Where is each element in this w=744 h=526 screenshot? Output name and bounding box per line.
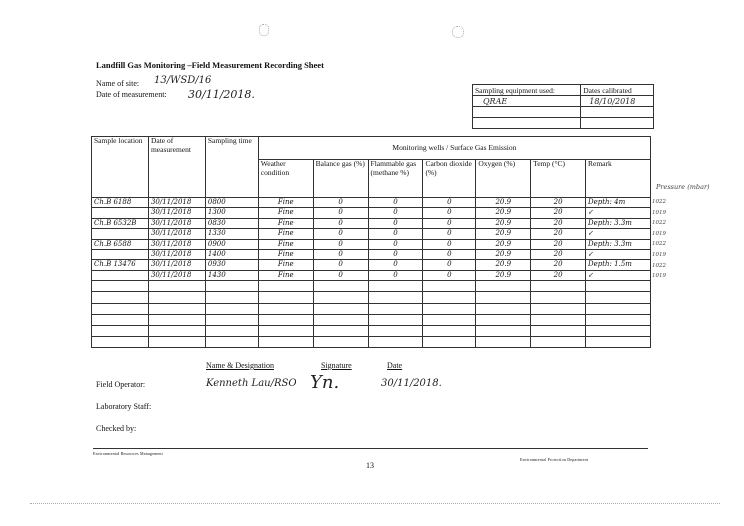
signature-label: Signature	[321, 361, 352, 370]
cell-time: 0800	[205, 198, 258, 208]
cell-time: 1330	[205, 229, 258, 239]
equipment-empty-cell	[473, 118, 581, 129]
table-row	[92, 239, 651, 249]
cell-sample-location: Ch.B 6532B	[92, 218, 149, 228]
table-row	[92, 260, 651, 270]
sheet-title: Landfill Gas Monitoring –Field Measurement Recording Sheet	[96, 60, 324, 70]
empty-cell	[368, 292, 423, 303]
header-carbon-dioxide: Carbon dioxide (%)	[423, 160, 476, 198]
empty-cell	[205, 303, 258, 314]
cell-remark: Depth: 4m	[586, 198, 651, 208]
cell-balance-gas: 0	[313, 270, 368, 280]
empty-cell	[258, 303, 313, 314]
header-flammable-gas: Flammable gas (methane %)	[368, 160, 423, 198]
empty-cell	[531, 303, 586, 314]
cell-date: 30/11/2018	[148, 260, 205, 270]
cell-weather: Fine	[258, 208, 313, 218]
empty-cell	[313, 292, 368, 303]
cell-balance-gas: 0	[313, 249, 368, 259]
cell-weather: Fine	[258, 229, 313, 239]
table-row	[92, 208, 651, 218]
empty-cell	[368, 314, 423, 325]
cell-carbon-dioxide: 0	[423, 218, 476, 228]
cell-date: 30/11/2018	[148, 249, 205, 259]
scan-bottom-edge	[30, 503, 720, 504]
empty-cell	[258, 337, 313, 348]
cell-temp: 20	[531, 260, 586, 270]
cell-weather: Fine	[258, 198, 313, 208]
empty-table-row	[92, 314, 651, 325]
cell-oxygen: 20.9	[476, 218, 531, 228]
cell-flammable-gas: 0	[368, 260, 423, 270]
pressure-value: 1022	[652, 262, 666, 269]
cell-sample-location	[92, 229, 149, 239]
empty-cell	[368, 281, 423, 292]
checked-by-label: Checked by:	[96, 424, 137, 433]
equipment-used-value: QRAE	[473, 96, 581, 107]
cell-balance-gas: 0	[313, 208, 368, 218]
cell-oxygen: 20.9	[476, 198, 531, 208]
empty-cell	[92, 337, 149, 348]
cell-time: 1430	[205, 270, 258, 280]
cell-flammable-gas: 0	[368, 208, 423, 218]
cell-date: 30/11/2018	[148, 208, 205, 218]
table-row	[92, 270, 651, 280]
date-value: 30/11/2018.	[188, 88, 255, 101]
header-weather: Weather condition	[258, 160, 313, 198]
pressure-value: 1019	[652, 252, 666, 258]
cell-carbon-dioxide: 0	[423, 198, 476, 208]
header-temp: Temp (°C)	[531, 160, 586, 198]
cell-carbon-dioxide: 0	[423, 260, 476, 270]
table-row	[92, 249, 651, 259]
cell-oxygen: 20.9	[476, 270, 531, 280]
header-remark: Remark	[586, 160, 651, 198]
empty-cell	[423, 337, 476, 348]
empty-cell	[531, 325, 586, 336]
empty-cell	[313, 281, 368, 292]
cell-weather: Fine	[258, 239, 313, 249]
pressure-header: Pressure (mbar)	[656, 183, 710, 191]
cell-oxygen: 20.9	[476, 229, 531, 239]
cell-temp: 20	[531, 208, 586, 218]
dates-calibrated-value: 18/10/2018	[581, 96, 654, 107]
cell-temp: 20	[531, 239, 586, 249]
empty-cell	[423, 314, 476, 325]
empty-cell	[205, 292, 258, 303]
cell-date: 30/11/2018	[148, 239, 205, 249]
empty-cell	[258, 281, 313, 292]
cell-date: 30/11/2018	[148, 229, 205, 239]
pressure-value: 1019	[652, 273, 666, 280]
cell-sample-location: Ch.B 6188	[92, 198, 149, 208]
cell-time: 0900	[205, 239, 258, 249]
empty-cell	[586, 337, 651, 348]
empty-cell	[476, 337, 531, 348]
empty-cell	[148, 325, 205, 336]
empty-cell	[476, 314, 531, 325]
cell-remark: Depth: 3.3m	[586, 239, 651, 249]
empty-cell	[258, 292, 313, 303]
cell-sample-location	[92, 270, 149, 280]
equipment-empty-cell	[581, 107, 654, 118]
empty-cell	[368, 303, 423, 314]
cell-temp: 20	[531, 198, 586, 208]
cell-balance-gas: 0	[313, 239, 368, 249]
site-value: 13/WSD/16	[154, 75, 212, 86]
table-row	[92, 198, 651, 208]
empty-table-row	[92, 337, 651, 348]
cell-date: 30/11/2018	[148, 218, 205, 228]
equipment-table	[472, 84, 654, 129]
header-sample-location: Sample location	[92, 137, 149, 198]
empty-cell	[92, 281, 149, 292]
empty-cell	[423, 303, 476, 314]
scan-mark-right	[452, 26, 464, 38]
empty-cell	[92, 303, 149, 314]
cell-balance-gas: 0	[313, 229, 368, 239]
empty-cell	[531, 292, 586, 303]
cell-remark: ↙	[586, 208, 651, 218]
empty-cell	[586, 314, 651, 325]
footer-rule	[93, 448, 648, 449]
footer-right: Environmental Protection Department	[520, 457, 589, 462]
empty-cell	[476, 281, 531, 292]
cell-weather: Fine	[258, 249, 313, 259]
empty-cell	[92, 314, 149, 325]
cell-weather: Fine	[258, 260, 313, 270]
footer-left: Environmental Resources Management	[93, 451, 163, 456]
cell-flammable-gas: 0	[368, 239, 423, 249]
cell-remark: Depth: 1.5m	[586, 260, 651, 270]
empty-table-row	[92, 292, 651, 303]
empty-cell	[586, 292, 651, 303]
date-column-label: Date	[387, 361, 403, 370]
table-row	[92, 218, 651, 228]
scan-mark-left	[259, 24, 269, 36]
cell-carbon-dioxide: 0	[423, 208, 476, 218]
cell-time: 0930	[205, 260, 258, 270]
empty-cell	[205, 314, 258, 325]
equipment-empty-cell	[581, 118, 654, 129]
header-oxygen: Oxygen (%)	[476, 160, 531, 198]
cell-sample-location: Ch.B 6588	[92, 239, 149, 249]
lab-staff-label: Laboratory Staff:	[96, 402, 152, 411]
empty-cell	[531, 337, 586, 348]
cell-oxygen: 20.9	[476, 260, 531, 270]
empty-cell	[258, 314, 313, 325]
empty-cell	[586, 281, 651, 292]
cell-oxygen: 20.9	[476, 208, 531, 218]
cell-remark: ↙	[586, 249, 651, 259]
cell-balance-gas: 0	[313, 260, 368, 270]
measurement-table	[91, 136, 651, 348]
cell-flammable-gas: 0	[368, 198, 423, 208]
cell-remark: Depth: 3.3m	[586, 218, 651, 228]
name-designation-label: Name & Designation	[206, 361, 274, 370]
empty-cell	[313, 314, 368, 325]
cell-carbon-dioxide: 0	[423, 249, 476, 259]
empty-cell	[476, 325, 531, 336]
empty-cell	[148, 281, 205, 292]
cell-sample-location	[92, 249, 149, 259]
empty-table-row	[92, 303, 651, 314]
cell-temp: 20	[531, 249, 586, 259]
operator-signature: Yn.	[310, 372, 340, 393]
equipment-empty-cell	[473, 107, 581, 118]
date-label: Date of measurement:	[96, 90, 167, 99]
table-body	[92, 198, 651, 348]
empty-cell	[148, 337, 205, 348]
empty-cell	[368, 325, 423, 336]
field-operator-label: Field Operator:	[96, 380, 146, 389]
cell-flammable-gas: 0	[368, 218, 423, 228]
empty-cell	[258, 325, 313, 336]
empty-cell	[368, 337, 423, 348]
cell-balance-gas: 0	[313, 218, 368, 228]
operator-date: 30/11/2018.	[381, 378, 442, 389]
empty-cell	[586, 325, 651, 336]
header-sampling-time: Sampling time	[205, 137, 258, 198]
cell-date: 30/11/2018	[148, 198, 205, 208]
cell-date: 30/11/2018	[148, 270, 205, 280]
cell-oxygen: 20.9	[476, 239, 531, 249]
cell-remark: ↙	[586, 229, 651, 239]
pressure-value: 1019	[652, 209, 666, 216]
empty-cell	[148, 303, 205, 314]
cell-time: 1400	[205, 249, 258, 259]
page-number: 13	[366, 461, 374, 470]
cell-remark: ↙	[586, 270, 651, 280]
cell-weather: Fine	[258, 218, 313, 228]
cell-carbon-dioxide: 0	[423, 229, 476, 239]
cell-temp: 20	[531, 229, 586, 239]
empty-cell	[205, 337, 258, 348]
cell-sample-location	[92, 208, 149, 218]
site-label: Name of site:	[96, 79, 140, 88]
empty-cell	[313, 303, 368, 314]
cell-carbon-dioxide: 0	[423, 239, 476, 249]
equipment-used-label: Sampling equipment used:	[473, 85, 581, 96]
cell-carbon-dioxide: 0	[423, 270, 476, 280]
empty-cell	[205, 325, 258, 336]
empty-table-row	[92, 281, 651, 292]
empty-cell	[531, 314, 586, 325]
cell-flammable-gas: 0	[368, 249, 423, 259]
header-balance-gas: Balance gas (%)	[313, 160, 368, 198]
cell-time: 1300	[205, 208, 258, 218]
empty-cell	[423, 292, 476, 303]
cell-temp: 20	[531, 270, 586, 280]
pressure-value: 1022	[652, 241, 666, 248]
pressure-value: 1022	[652, 220, 666, 227]
header-monitoring-group: Monitoring wells / Surface Gas Emission	[258, 137, 650, 160]
pressure-value: 1019	[652, 230, 666, 237]
operator-name: Kenneth Lau/RSO	[206, 378, 297, 389]
empty-table-row	[92, 325, 651, 336]
dates-calibrated-label: Dates calibrated	[581, 85, 654, 96]
cell-temp: 20	[531, 218, 586, 228]
cell-time: 0830	[205, 218, 258, 228]
cell-balance-gas: 0	[313, 198, 368, 208]
empty-cell	[92, 325, 149, 336]
empty-cell	[586, 303, 651, 314]
cell-sample-location: Ch.B 13476	[92, 260, 149, 270]
empty-cell	[476, 292, 531, 303]
empty-cell	[531, 281, 586, 292]
pressure-value: 1022	[652, 199, 666, 205]
empty-cell	[423, 281, 476, 292]
empty-cell	[205, 281, 258, 292]
empty-cell	[313, 337, 368, 348]
empty-cell	[148, 314, 205, 325]
cell-flammable-gas: 0	[368, 229, 423, 239]
table-row	[92, 229, 651, 239]
empty-cell	[313, 325, 368, 336]
cell-flammable-gas: 0	[368, 270, 423, 280]
empty-cell	[476, 303, 531, 314]
empty-cell	[423, 325, 476, 336]
cell-weather: Fine	[258, 270, 313, 280]
header-date-of-measurement: Date of measurement	[148, 137, 205, 198]
cell-oxygen: 20.9	[476, 249, 531, 259]
empty-cell	[92, 292, 149, 303]
empty-cell	[148, 292, 205, 303]
